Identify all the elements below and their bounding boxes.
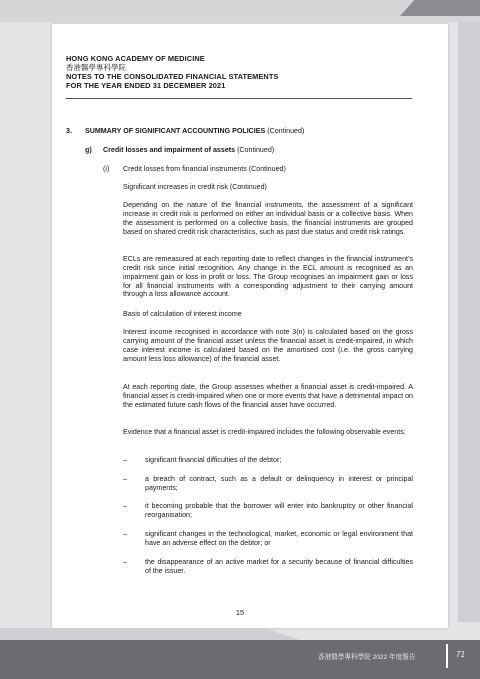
section-number: 3. (66, 127, 72, 135)
bullet-dash: – (123, 456, 127, 464)
bullet-dash: – (123, 530, 127, 538)
subsection-letter: g) (85, 146, 92, 154)
footer-divider (446, 644, 448, 668)
paragraph-credit-impaired-assessment: At each reporting date, the Group assesses whether a financial asset is credit-impaired. A financial asset is credit-impaired when one or more events that have a detrimental impact on the estimated future cash flows of the financial asset have occurred. (123, 383, 413, 409)
bullet-item: the disappearance of an active market for a security because of financial difficulties of the issuer. (145, 558, 413, 575)
subsection-continued: (Continued) (237, 146, 275, 154)
header-divider (66, 98, 412, 99)
bottom-decoration-light (0, 628, 300, 640)
basis-heading: Basis of calculation of interest income (123, 310, 242, 318)
section-continued: (Continued) (267, 127, 305, 135)
subsection-heading (103, 146, 274, 155)
paragraph-ecl-remeasurement: ECLs are remeasured at each reporting date to reflect changes in the financial instrument’s credit risk since initial recognition. Any change in the ECL amount is recognised as an impairment gain or loss in profit or loss. The Group recognises an impairment gain or loss for all financial instruments with a corresponding adjustment to their carrying amount through a loss allowance account. (123, 255, 413, 299)
bullet-dash: – (123, 475, 127, 483)
bullet-dash: – (123, 558, 127, 566)
significant-increase-heading: Significant increases in credit risk (Continued) (123, 183, 267, 191)
bullet-item: a breach of contract, such as a default or delinquency in interest or principal payments; (145, 475, 413, 492)
page-number: 15 (235, 608, 245, 617)
subsection-title: Credit losses and impairment of assets (103, 146, 236, 154)
notes-title: NOTES TO THE CONSOLIDATED FINANCIAL STATEMENTS (66, 72, 279, 81)
period-title: FOR THE YEAR ENDED 31 DECEMBER 2021 (66, 81, 226, 90)
paragraph-evidence-intro: Evidence that a financial asset is credit-impaired includes the following observable events: (123, 428, 406, 436)
organization-name: HONG KONG ACADEMY OF MEDICINE (66, 54, 205, 63)
paragraph-assessment: Depending on the nature of the financial instruments, the assessment of a significant increase in credit risk is performed on either an individual basis or a collective basis. When the assessment is performed on a collective basis, the financial instruments are grouped based on shared credit risk characteristics, such as past due status and credit risk ratings. (123, 201, 413, 236)
item-roman-numeral: (i) (103, 165, 110, 173)
right-decoration-band (458, 22, 480, 622)
bullet-dash: – (123, 502, 127, 510)
bullet-item: it becoming probable that the borrower will enter into bankruptcy or other financial reorganisation; (145, 502, 413, 519)
bullet-item: significant changes in the technological, market, economic or legal environment that have an adverse effect on the debtor; or (145, 530, 413, 547)
document-header (66, 54, 279, 90)
organization-name-chinese: 香港醫學專科學院 (66, 63, 126, 72)
bullet-item: significant financial difficulties of the debtor; (145, 456, 282, 464)
paragraph-interest-income: Interest income recognised in accordance with note 3(n) is calculated based on the gross carrying amount of the financial asset unless the financial asset is credit-impaired, in which case interest income is calculated based on the amortised cost (i.e. the gross carrying amount less loss allowance) of the financial asset. (123, 328, 413, 363)
section-heading (85, 127, 304, 136)
annual-report-page-number: 71 (456, 650, 465, 659)
annual-report-title: 香港醫學專科學院 2022 年度報告 (318, 654, 416, 661)
item-title: Credit losses from financial instruments (Continued) (123, 165, 286, 173)
section-title: SUMMARY OF SIGNIFICANT ACCOUNTING POLICIES (85, 127, 266, 135)
